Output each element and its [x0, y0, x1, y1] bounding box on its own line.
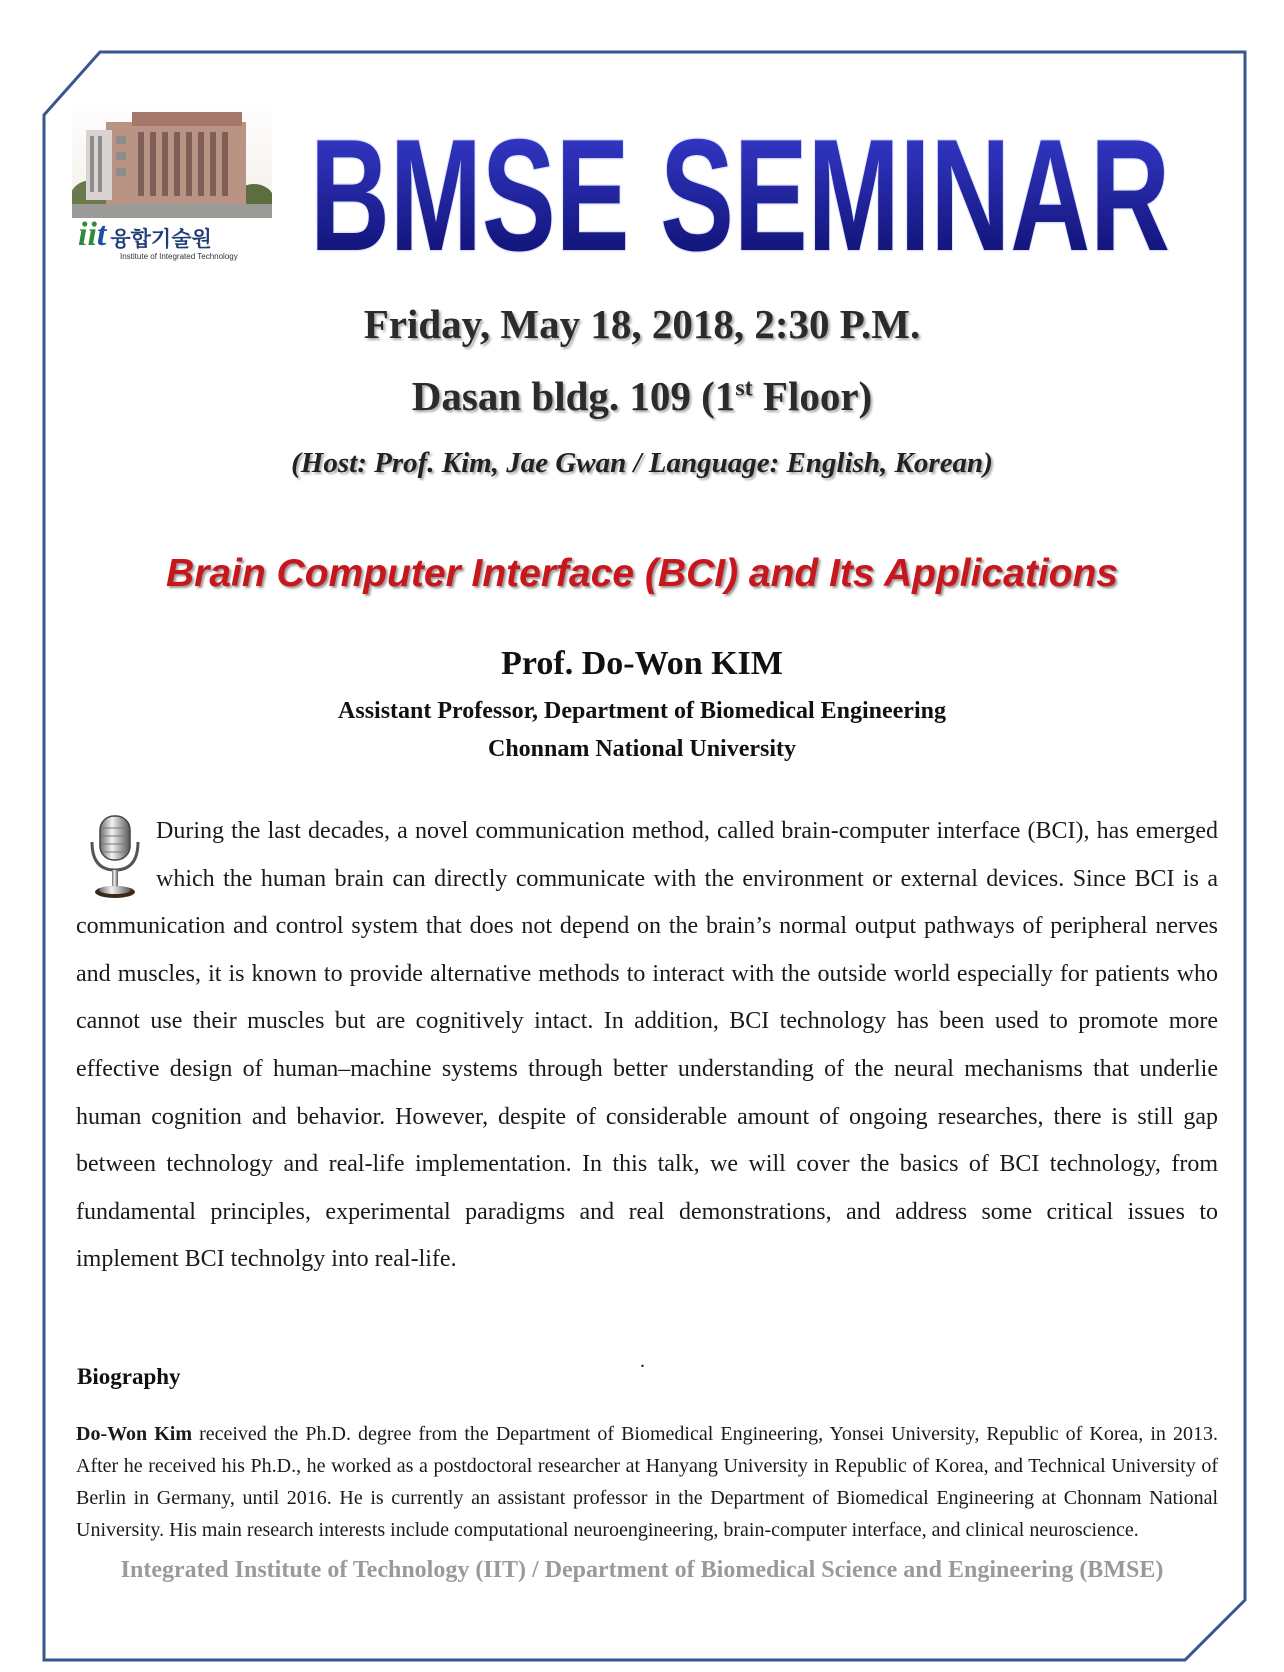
speaker-name: Prof. Do-Won KIM — [501, 645, 783, 682]
biography-name: Do-Won Kim — [76, 1423, 192, 1445]
building-logo-icon — [72, 100, 272, 218]
seminar-title-text: BMSE SEMINAR — [309, 120, 1170, 285]
seminar-title — [290, 120, 1190, 290]
logo-korean-name: 융합기술원 — [110, 227, 212, 251]
host-language: (Host: Prof. Kim, Jae Gwan / Language: English, Korean) — [291, 447, 993, 479]
abstract-icon-space — [76, 808, 156, 898]
institute-logo — [72, 100, 272, 270]
iit-logo-mark: iit — [78, 216, 107, 253]
talk-title: Brain Computer Interface (BCI) and Its Applications — [166, 552, 1118, 595]
abstract-paragraph: During the last decades, a novel communication method, called brain-computer interface (BCI), has emerged which the human brain can directly communicate with the environment or external devices. Since BCI is a communication and control system that does not depend on the brain’s normal output pathways of peripheral nerves and muscles, it is known to provide alternative methods to interact with the outside world especially for patients who cannot use their muscles but are cognitively intact. In addition, BCI technology has been used to promote more effective design of human–machine systems through better understanding of the neural mechanisms that underlie human cognition and behavior. However, despite of considerable amount of ongoing researches, there is still gap between technology and real-life implementation. In this talk, we will cover the basics of BCI technology, from fundamental principles, experimental paradigms and real demonstrations, and address some critical issues to implement BCI technolgy into real-life. — [76, 808, 1218, 1284]
biography-heading: Biography — [77, 1364, 181, 1389]
speaker-institution: Chonnam National University — [487, 736, 797, 762]
separator-dot: . — [640, 1350, 645, 1372]
venue: Dasan bldg. 109 (1st Floor) — [411, 373, 873, 419]
logo-english-name: Institute of Integrated Technology — [120, 252, 238, 261]
date-time: Friday, May 18, 2018, 2:30 P.M. — [363, 301, 921, 347]
speaker-position: Assistant Professor, Department of Biomedical Engineering — [338, 698, 946, 724]
footer-institutions: Integrated Institute of Technology (IIT) / Department of Biomedical Science and Engineering (BMSE) — [120, 1557, 1164, 1583]
biography-paragraph: Do-Won Kim received the Ph.D. degree from the Department of Biomedical Engineering, Yonsei University, Republic of Korea, in 2013. After he received his Ph.D., he worked as a postdoctoral researcher at Hanyang University in Republic of Korea, and Technical University of Berlin in Germany, until 2016. He is currently an assistant professor in the Department of Biomedical Engineering at Chonnam National University. His main research interests include computational neuroengineering, brain-computer interface, and clinical neuroscience. — [76, 1423, 1218, 1541]
